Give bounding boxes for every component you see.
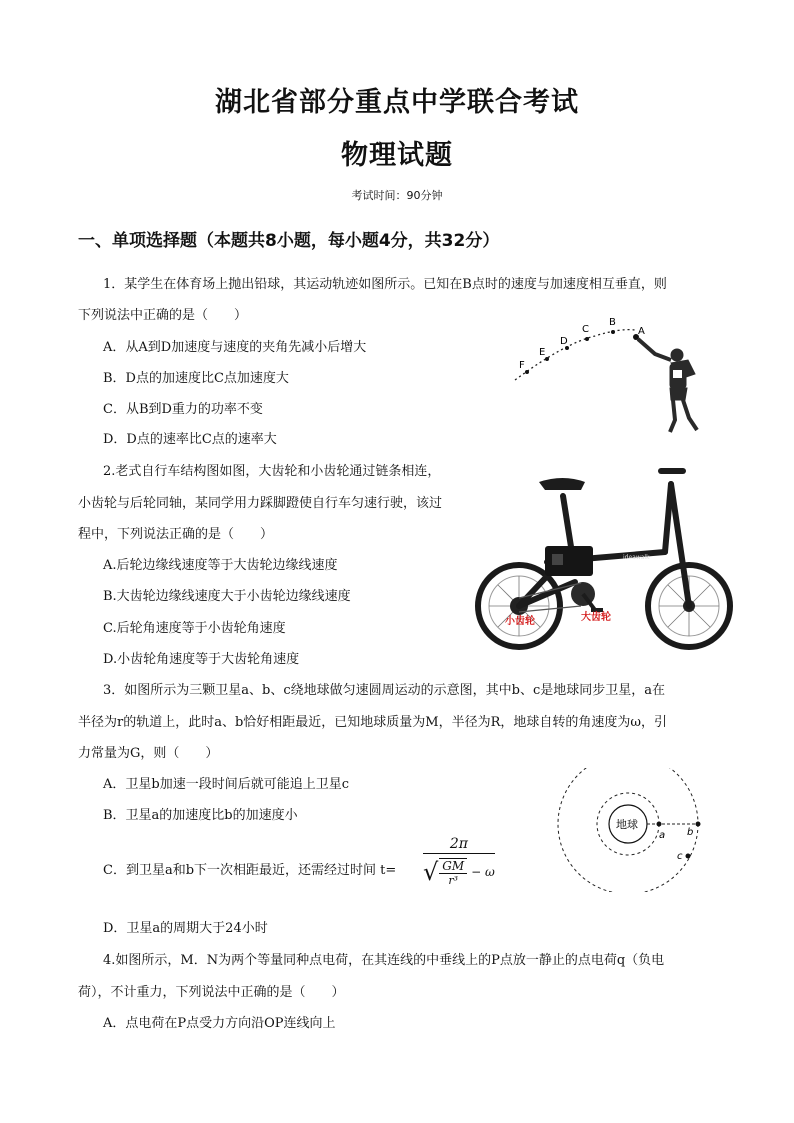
exam-time: 考试时间：90分钟 <box>351 189 443 202</box>
satellite-b <box>696 822 701 827</box>
label-d: D <box>560 336 568 347</box>
q3-option-c <box>103 862 396 880</box>
q3-stem-line3: 力常量为G，则（ ） <box>78 746 219 761</box>
point-c <box>585 337 589 341</box>
point-f <box>525 370 529 374</box>
earth-label: 地球 <box>616 818 638 831</box>
q3-formula: 2π √ GM r³ − ω <box>423 836 495 887</box>
q3-option-c-text: C．到卫星a和b下一次相距最近，还需经过时间 t= <box>103 863 397 878</box>
q2-stem-line2: 小齿轮与后轮同轴，某同学用力踩脚蹬使自行车匀速行驶，该过 <box>78 496 443 511</box>
q4-option-a: A．点电荷在P点受力方向沿OP连线向上 <box>103 1016 336 1031</box>
q3-option-b: B．卫星a的加速度比b的加速度小 <box>103 808 298 823</box>
q1-option-b: B．D点的加速度比C点加速度大 <box>103 371 289 386</box>
q2-option-d: D.小齿轮角速度等于大齿轮角速度 <box>103 652 300 667</box>
brand-label: ideawalk <box>623 554 650 561</box>
q3-stem-line1: 3．如图所示为三颗卫星a、b、c绕地球做匀速圆周运动的示意图，其中b、c是地球同步卫星，a在 <box>103 683 665 698</box>
small-gear-label: 小齿轮 <box>505 616 535 627</box>
shotput-figure <box>505 308 725 436</box>
saddle <box>539 478 585 490</box>
label-b-sat: b <box>687 827 694 838</box>
q1-stem-line1: 1．某学生在体育场上抛出铅球，其运动轨迹如图所示。已知在B点时的速度与加速度相互垂直，则 <box>103 277 667 292</box>
label-b: B <box>609 317 616 328</box>
label-a: A <box>638 326 645 337</box>
bicycle-figure <box>475 462 735 660</box>
exam-subtitle: 物理试题 <box>341 140 453 171</box>
satellite-c <box>686 854 691 859</box>
q2-stem-line1: 2.老式自行车结构图如图，大齿轮和小齿轮通过链条相连， <box>103 464 441 479</box>
q3-option-a: A．卫星b加速一段时间后就可能追上卫星c <box>103 777 349 792</box>
q4-stem-line1: 4.如图所示，M．N为两个等量同种点电荷，在其连线的中垂线上的P点放一静止的点电荷q（负电 <box>103 953 665 968</box>
bike-frame <box>519 484 689 606</box>
label-f: F <box>519 360 525 371</box>
point-b <box>611 330 615 334</box>
handlebar <box>658 468 686 474</box>
q2-option-c: C.后轮角速度等于小齿轮角速度 <box>103 621 286 636</box>
q3-option-d: D．卫星a的周期大于24小时 <box>103 921 268 936</box>
q2-stem-line3: 程中，下列说法正确的是（ ） <box>78 527 274 542</box>
section-heading: 一、单项选择题（本题共8小题，每小题4分，共32分） <box>78 231 500 251</box>
label-e: E <box>539 347 546 358</box>
q1-option-d: D．D点的速率比C点的速率大 <box>103 432 277 447</box>
formula-numerator: 2π <box>423 836 495 854</box>
q1-option-a: A．从A到D加速度与速度的夹角先减小后增大 <box>103 340 367 355</box>
formula-gm: GM <box>439 859 467 874</box>
athlete-silhouette <box>638 339 697 432</box>
q1-stem-line2: 下列说法中正确的是（ ） <box>78 308 248 323</box>
q1-option-c: C．从B到D重力的功率不变 <box>103 402 263 417</box>
q2-option-b: B.大齿轮边缘线速度大于小齿轮边缘线速度 <box>103 589 351 604</box>
formula-minus-omega: − ω <box>471 864 495 879</box>
trajectory-path <box>515 330 635 380</box>
q2-option-a: A.后轮边缘线速度等于大齿轮边缘线速度 <box>103 558 338 573</box>
label-c: C <box>582 324 589 335</box>
formula-r3: r³ <box>448 874 459 887</box>
label-c-sat: c <box>677 851 683 862</box>
satellite-a <box>657 822 662 827</box>
label-a-sat: a <box>659 830 666 841</box>
big-gear-label: 大齿轮 <box>581 612 611 623</box>
q3-stem-line2: 半径为r的轨道上，此时a、b恰好相距最近，已知地球质量为M，半径为R，地球自转的角速度为ω，引 <box>78 715 667 730</box>
orbit-figure <box>552 768 742 892</box>
q4-stem-line2: 荷），不计重力，下列说法中正确的是（ ） <box>78 985 345 1000</box>
exam-title: 湖北省部分重点中学联合考试 <box>215 87 579 118</box>
point-e <box>545 357 549 361</box>
